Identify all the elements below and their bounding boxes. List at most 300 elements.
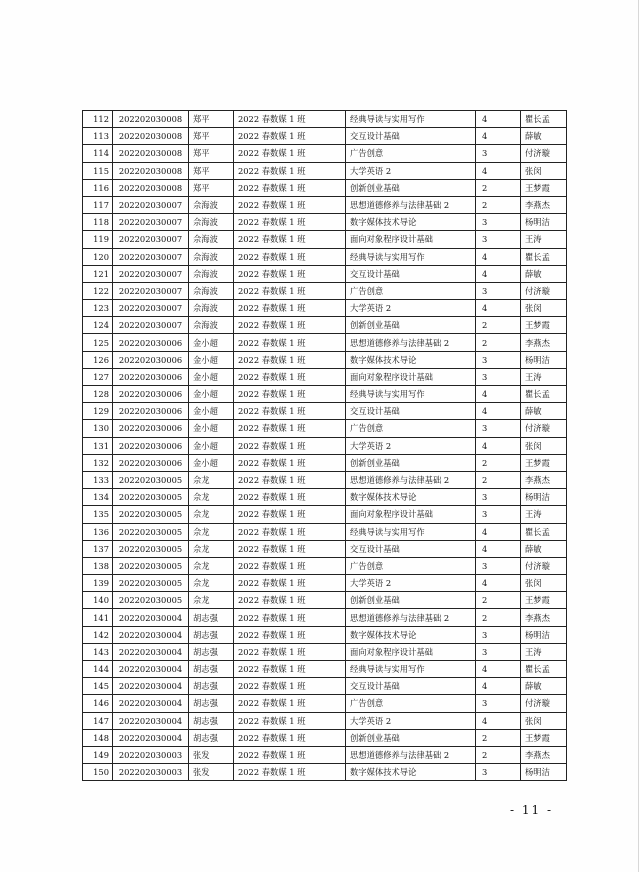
student-name-cell: 胡志强: [189, 729, 234, 746]
course-name-cell: 经典导读与实用写作: [346, 661, 476, 678]
course-name-cell: 交互设计基础: [346, 678, 476, 695]
teacher-cell: 李燕杰: [521, 471, 567, 488]
credit-cell: 4: [476, 678, 521, 695]
credit-cell: 4: [476, 661, 521, 678]
row-number-cell: 149: [83, 746, 113, 763]
teacher-cell: 薛敏: [521, 540, 567, 557]
course-name-cell: 思想道德修养与法律基础 2: [346, 746, 476, 763]
row-number-cell: 125: [83, 334, 113, 351]
class-name-cell: 2022 春数媒 1 班: [234, 179, 346, 196]
class-name-cell: 2022 春数媒 1 班: [234, 609, 346, 626]
course-name-cell: 广告创意: [346, 695, 476, 712]
credit-cell: 3: [476, 145, 521, 162]
table-row: [83, 764, 567, 781]
class-name-cell: 2022 春数媒 1 班: [234, 300, 346, 317]
table-row: [83, 128, 567, 145]
credit-cell: 2: [476, 609, 521, 626]
student-id-cell: 202202030004: [113, 695, 189, 712]
table-row: [83, 214, 567, 231]
teacher-cell: 付济璇: [521, 145, 567, 162]
student-id-cell: 202202030005: [113, 489, 189, 506]
class-name-cell: 2022 春数媒 1 班: [234, 248, 346, 265]
credit-cell: 2: [476, 179, 521, 196]
student-id-cell: 202202030004: [113, 678, 189, 695]
credit-cell: 3: [476, 764, 521, 781]
student-id-cell: 202202030007: [113, 231, 189, 248]
course-name-cell: 创新创业基础: [346, 729, 476, 746]
course-name-cell: 思想道德修养与法律基础 2: [346, 471, 476, 488]
teacher-cell: 薛敏: [521, 265, 567, 282]
teacher-cell: 李燕杰: [521, 334, 567, 351]
page-number: - 11 -: [510, 803, 554, 817]
student-name-cell: 佘海波: [189, 248, 234, 265]
student-id-cell: 202202030006: [113, 454, 189, 471]
credit-cell: 4: [476, 575, 521, 592]
credit-cell: 4: [476, 403, 521, 420]
table-row: [83, 471, 567, 488]
student-id-cell: 202202030005: [113, 557, 189, 574]
class-name-cell: 2022 春数媒 1 班: [234, 334, 346, 351]
row-number-cell: 115: [83, 162, 113, 179]
row-number-cell: 116: [83, 179, 113, 196]
table-row: [83, 282, 567, 299]
row-number-cell: 139: [83, 575, 113, 592]
teacher-cell: 张闵: [521, 162, 567, 179]
student-id-cell: 202202030007: [113, 282, 189, 299]
student-id-cell: 202202030005: [113, 575, 189, 592]
row-number-cell: 121: [83, 265, 113, 282]
credit-cell: 4: [476, 540, 521, 557]
class-name-cell: 2022 春数媒 1 班: [234, 557, 346, 574]
student-id-cell: 202202030006: [113, 351, 189, 368]
credit-cell: 2: [476, 592, 521, 609]
student-name-cell: 佘海波: [189, 282, 234, 299]
student-name-cell: 郑平: [189, 128, 234, 145]
student-name-cell: 胡志强: [189, 678, 234, 695]
course-name-cell: 交互设计基础: [346, 128, 476, 145]
class-name-cell: 2022 春数媒 1 班: [234, 196, 346, 213]
course-name-cell: 数字媒体技术导论: [346, 764, 476, 781]
table-row: [83, 368, 567, 385]
class-name-cell: 2022 春数媒 1 班: [234, 729, 346, 746]
class-name-cell: 2022 春数媒 1 班: [234, 540, 346, 557]
student-id-cell: 202202030008: [113, 145, 189, 162]
row-number-cell: 143: [83, 643, 113, 660]
student-name-cell: 胡志强: [189, 609, 234, 626]
course-name-cell: 面向对象程序设计基础: [346, 506, 476, 523]
table-row: [83, 420, 567, 437]
table-row: [83, 145, 567, 162]
table-row: [83, 540, 567, 557]
class-name-cell: 2022 春数媒 1 班: [234, 368, 346, 385]
table-row: [83, 575, 567, 592]
row-number-cell: 133: [83, 471, 113, 488]
teacher-cell: 王梦霞: [521, 317, 567, 334]
student-id-cell: 202202030004: [113, 626, 189, 643]
teacher-cell: 张闵: [521, 300, 567, 317]
student-id-cell: 202202030008: [113, 179, 189, 196]
teacher-cell: 瞿长孟: [521, 248, 567, 265]
student-name-cell: 胡志强: [189, 695, 234, 712]
credit-cell: 4: [476, 162, 521, 179]
credit-cell: 3: [476, 214, 521, 231]
class-name-cell: 2022 春数媒 1 班: [234, 523, 346, 540]
class-name-cell: 2022 春数媒 1 班: [234, 282, 346, 299]
course-name-cell: 广告创意: [346, 145, 476, 162]
student-id-cell: 202202030006: [113, 437, 189, 454]
credit-cell: 4: [476, 111, 521, 128]
class-name-cell: 2022 春数媒 1 班: [234, 145, 346, 162]
table-row: [83, 111, 567, 128]
student-id-cell: 202202030004: [113, 712, 189, 729]
teacher-cell: 杨明洁: [521, 489, 567, 506]
credit-cell: 3: [476, 351, 521, 368]
row-number-cell: 138: [83, 557, 113, 574]
row-number-cell: 132: [83, 454, 113, 471]
student-name-cell: 金小超: [189, 454, 234, 471]
student-name-cell: 佘海波: [189, 265, 234, 282]
class-name-cell: 2022 春数媒 1 班: [234, 162, 346, 179]
table-body: [83, 111, 567, 781]
course-name-cell: 广告创意: [346, 420, 476, 437]
table-row: [83, 695, 567, 712]
credit-cell: 4: [476, 523, 521, 540]
class-name-cell: 2022 春数媒 1 班: [234, 420, 346, 437]
row-number-cell: 129: [83, 403, 113, 420]
student-name-cell: 佘海波: [189, 196, 234, 213]
student-name-cell: 佘龙: [189, 506, 234, 523]
course-name-cell: 经典导读与实用写作: [346, 523, 476, 540]
credit-cell: 3: [476, 557, 521, 574]
row-number-cell: 140: [83, 592, 113, 609]
credit-cell: 4: [476, 248, 521, 265]
teacher-cell: 李燕杰: [521, 609, 567, 626]
course-roster-table: [82, 110, 567, 781]
credit-cell: 4: [476, 265, 521, 282]
student-id-cell: 202202030005: [113, 523, 189, 540]
row-number-cell: 123: [83, 300, 113, 317]
course-name-cell: 大学英语 2: [346, 162, 476, 179]
class-name-cell: 2022 春数媒 1 班: [234, 643, 346, 660]
teacher-cell: 张闵: [521, 437, 567, 454]
student-id-cell: 202202030007: [113, 300, 189, 317]
row-number-cell: 144: [83, 661, 113, 678]
teacher-cell: 李燕杰: [521, 196, 567, 213]
row-number-cell: 145: [83, 678, 113, 695]
table-row: [83, 248, 567, 265]
table-row: [83, 162, 567, 179]
student-id-cell: 202202030007: [113, 214, 189, 231]
student-name-cell: 佘龙: [189, 575, 234, 592]
course-name-cell: 思想道德修养与法律基础 2: [346, 609, 476, 626]
credit-cell: 4: [476, 300, 521, 317]
credit-cell: 2: [476, 746, 521, 763]
class-name-cell: 2022 春数媒 1 班: [234, 661, 346, 678]
table-row: [83, 437, 567, 454]
teacher-cell: 张闵: [521, 575, 567, 592]
class-name-cell: 2022 春数媒 1 班: [234, 575, 346, 592]
row-number-cell: 150: [83, 764, 113, 781]
credit-cell: 4: [476, 712, 521, 729]
row-number-cell: 128: [83, 386, 113, 403]
student-name-cell: 佘海波: [189, 214, 234, 231]
course-name-cell: 大学英语 2: [346, 300, 476, 317]
teacher-cell: 付济璇: [521, 557, 567, 574]
credit-cell: 3: [476, 489, 521, 506]
row-number-cell: 147: [83, 712, 113, 729]
row-number-cell: 122: [83, 282, 113, 299]
course-name-cell: 大学英语 2: [346, 712, 476, 729]
table-row: [83, 678, 567, 695]
student-name-cell: 金小超: [189, 368, 234, 385]
teacher-cell: 杨明洁: [521, 764, 567, 781]
student-name-cell: 金小超: [189, 437, 234, 454]
student-name-cell: 张发: [189, 746, 234, 763]
student-id-cell: 202202030008: [113, 128, 189, 145]
table-row: [83, 489, 567, 506]
class-name-cell: 2022 春数媒 1 班: [234, 678, 346, 695]
student-name-cell: 佘海波: [189, 300, 234, 317]
student-name-cell: 金小超: [189, 386, 234, 403]
row-number-cell: 120: [83, 248, 113, 265]
table-row: [83, 454, 567, 471]
student-name-cell: 郑平: [189, 179, 234, 196]
course-name-cell: 广告创意: [346, 282, 476, 299]
course-name-cell: 思想道德修养与法律基础 2: [346, 334, 476, 351]
row-number-cell: 131: [83, 437, 113, 454]
student-id-cell: 202202030006: [113, 334, 189, 351]
row-number-cell: 114: [83, 145, 113, 162]
student-id-cell: 202202030004: [113, 643, 189, 660]
class-name-cell: 2022 春数媒 1 班: [234, 231, 346, 248]
table-row: [83, 403, 567, 420]
course-name-cell: 大学英语 2: [346, 437, 476, 454]
student-id-cell: 202202030005: [113, 540, 189, 557]
row-number-cell: 148: [83, 729, 113, 746]
teacher-cell: 付济璇: [521, 420, 567, 437]
student-id-cell: 202202030005: [113, 471, 189, 488]
student-id-cell: 202202030003: [113, 746, 189, 763]
teacher-cell: 王梦霞: [521, 729, 567, 746]
table-row: [83, 557, 567, 574]
row-number-cell: 135: [83, 506, 113, 523]
row-number-cell: 146: [83, 695, 113, 712]
credit-cell: 2: [476, 334, 521, 351]
teacher-cell: 王梦霞: [521, 179, 567, 196]
student-id-cell: 202202030004: [113, 661, 189, 678]
row-number-cell: 141: [83, 609, 113, 626]
credit-cell: 3: [476, 695, 521, 712]
student-name-cell: 郑平: [189, 145, 234, 162]
teacher-cell: 瞿长孟: [521, 111, 567, 128]
table-row: [83, 729, 567, 746]
class-name-cell: 2022 春数媒 1 班: [234, 626, 346, 643]
course-name-cell: 广告创意: [346, 557, 476, 574]
student-name-cell: 胡志强: [189, 626, 234, 643]
student-name-cell: 金小超: [189, 351, 234, 368]
class-name-cell: 2022 春数媒 1 班: [234, 712, 346, 729]
row-number-cell: 119: [83, 231, 113, 248]
teacher-cell: 王涛: [521, 643, 567, 660]
row-number-cell: 137: [83, 540, 113, 557]
course-name-cell: 创新创业基础: [346, 592, 476, 609]
table-row: [83, 231, 567, 248]
course-name-cell: 数字媒体技术导论: [346, 626, 476, 643]
row-number-cell: 113: [83, 128, 113, 145]
course-name-cell: 创新创业基础: [346, 454, 476, 471]
row-number-cell: 112: [83, 111, 113, 128]
teacher-cell: 王涛: [521, 231, 567, 248]
table-row: [83, 179, 567, 196]
credit-cell: 2: [476, 317, 521, 334]
row-number-cell: 118: [83, 214, 113, 231]
course-name-cell: 创新创业基础: [346, 317, 476, 334]
teacher-cell: 王梦霞: [521, 592, 567, 609]
class-name-cell: 2022 春数媒 1 班: [234, 214, 346, 231]
credit-cell: 2: [476, 196, 521, 213]
credit-cell: 3: [476, 506, 521, 523]
course-name-cell: 经典导读与实用写作: [346, 248, 476, 265]
student-id-cell: 202202030006: [113, 386, 189, 403]
student-id-cell: 202202030007: [113, 317, 189, 334]
course-name-cell: 数字媒体技术导论: [346, 351, 476, 368]
row-number-cell: 124: [83, 317, 113, 334]
student-name-cell: 佘海波: [189, 231, 234, 248]
student-id-cell: 202202030005: [113, 506, 189, 523]
table-row: [83, 351, 567, 368]
credit-cell: 2: [476, 729, 521, 746]
course-name-cell: 数字媒体技术导论: [346, 489, 476, 506]
class-name-cell: 2022 春数媒 1 班: [234, 351, 346, 368]
class-name-cell: 2022 春数媒 1 班: [234, 317, 346, 334]
teacher-cell: 瞿长孟: [521, 661, 567, 678]
table-row: [83, 317, 567, 334]
student-id-cell: 202202030007: [113, 248, 189, 265]
credit-cell: 3: [476, 626, 521, 643]
student-id-cell: 202202030008: [113, 111, 189, 128]
course-name-cell: 面向对象程序设计基础: [346, 231, 476, 248]
class-name-cell: 2022 春数媒 1 班: [234, 764, 346, 781]
teacher-cell: 瞿长孟: [521, 523, 567, 540]
row-number-cell: 127: [83, 368, 113, 385]
credit-cell: 4: [476, 437, 521, 454]
row-number-cell: 117: [83, 196, 113, 213]
student-id-cell: 202202030006: [113, 420, 189, 437]
table-row: [83, 523, 567, 540]
student-name-cell: 佘龙: [189, 540, 234, 557]
row-number-cell: 126: [83, 351, 113, 368]
student-name-cell: 佘龙: [189, 471, 234, 488]
table-row: [83, 661, 567, 678]
table-row: [83, 334, 567, 351]
table-row: [83, 643, 567, 660]
student-id-cell: 202202030004: [113, 729, 189, 746]
teacher-cell: 王涛: [521, 368, 567, 385]
student-name-cell: 郑平: [189, 162, 234, 179]
teacher-cell: 杨明洁: [521, 626, 567, 643]
student-name-cell: 郑平: [189, 111, 234, 128]
class-name-cell: 2022 春数媒 1 班: [234, 471, 346, 488]
student-id-cell: 202202030007: [113, 265, 189, 282]
class-name-cell: 2022 春数媒 1 班: [234, 265, 346, 282]
student-name-cell: 金小超: [189, 403, 234, 420]
class-name-cell: 2022 春数媒 1 班: [234, 386, 346, 403]
course-name-cell: 交互设计基础: [346, 540, 476, 557]
student-name-cell: 胡志强: [189, 712, 234, 729]
student-name-cell: 佘龙: [189, 523, 234, 540]
credit-cell: 3: [476, 282, 521, 299]
teacher-cell: 薛敏: [521, 403, 567, 420]
table-row: [83, 300, 567, 317]
student-id-cell: 202202030008: [113, 162, 189, 179]
teacher-cell: 薛敏: [521, 678, 567, 695]
teacher-cell: 付济璇: [521, 282, 567, 299]
class-name-cell: 2022 春数媒 1 班: [234, 437, 346, 454]
credit-cell: 3: [476, 643, 521, 660]
credit-cell: 3: [476, 420, 521, 437]
table-row: [83, 592, 567, 609]
teacher-cell: 杨明洁: [521, 351, 567, 368]
course-name-cell: 大学英语 2: [346, 575, 476, 592]
student-name-cell: 佘龙: [189, 557, 234, 574]
class-name-cell: 2022 春数媒 1 班: [234, 111, 346, 128]
student-name-cell: 金小超: [189, 334, 234, 351]
class-name-cell: 2022 春数媒 1 班: [234, 403, 346, 420]
course-name-cell: 面向对象程序设计基础: [346, 643, 476, 660]
student-name-cell: 胡志强: [189, 643, 234, 660]
teacher-cell: 付济璇: [521, 695, 567, 712]
credit-cell: 2: [476, 471, 521, 488]
credit-cell: 2: [476, 454, 521, 471]
student-name-cell: 金小超: [189, 420, 234, 437]
table-row: [83, 196, 567, 213]
credit-cell: 4: [476, 128, 521, 145]
student-id-cell: 202202030007: [113, 196, 189, 213]
course-name-cell: 交互设计基础: [346, 265, 476, 282]
course-name-cell: 思想道德修养与法律基础 2: [346, 196, 476, 213]
student-id-cell: 202202030004: [113, 609, 189, 626]
teacher-cell: 杨明洁: [521, 214, 567, 231]
teacher-cell: 瞿长孟: [521, 386, 567, 403]
table-row: [83, 609, 567, 626]
course-name-cell: 数字媒体技术导论: [346, 214, 476, 231]
table-row: [83, 386, 567, 403]
student-id-cell: 202202030006: [113, 368, 189, 385]
row-number-cell: 130: [83, 420, 113, 437]
teacher-cell: 王梦霞: [521, 454, 567, 471]
teacher-cell: 李燕杰: [521, 746, 567, 763]
class-name-cell: 2022 春数媒 1 班: [234, 746, 346, 763]
row-number-cell: 134: [83, 489, 113, 506]
student-name-cell: 佘海波: [189, 317, 234, 334]
teacher-cell: 薛敏: [521, 128, 567, 145]
credit-cell: 3: [476, 231, 521, 248]
table-row: [83, 506, 567, 523]
student-id-cell: 202202030006: [113, 403, 189, 420]
table-row: [83, 265, 567, 282]
class-name-cell: 2022 春数媒 1 班: [234, 506, 346, 523]
class-name-cell: 2022 春数媒 1 班: [234, 695, 346, 712]
table-row: [83, 746, 567, 763]
credit-cell: 4: [476, 386, 521, 403]
student-name-cell: 佘龙: [189, 592, 234, 609]
table-row: [83, 626, 567, 643]
class-name-cell: 2022 春数媒 1 班: [234, 592, 346, 609]
table-row: [83, 712, 567, 729]
student-name-cell: 张发: [189, 764, 234, 781]
course-name-cell: 创新创业基础: [346, 179, 476, 196]
teacher-cell: 王涛: [521, 506, 567, 523]
